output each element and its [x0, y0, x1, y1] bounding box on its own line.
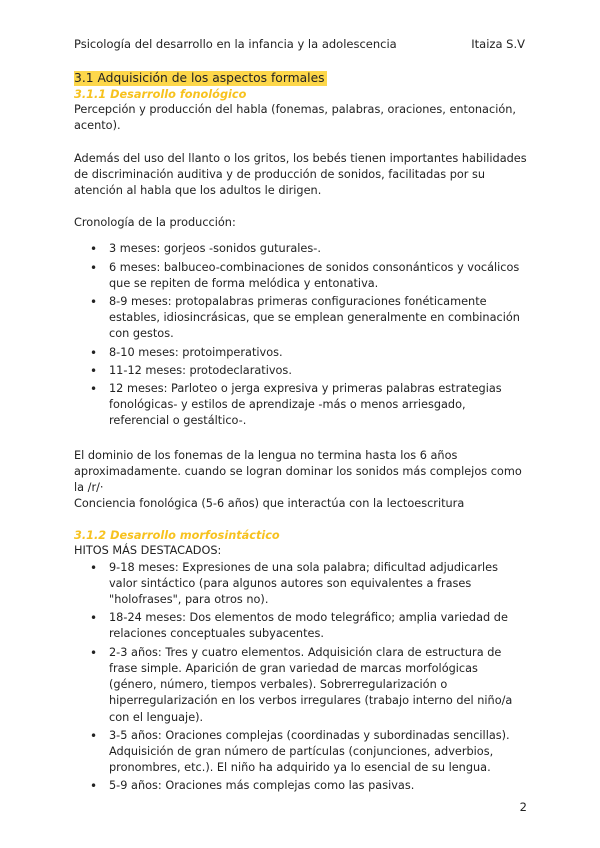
header-course-title: Psicología del desarrollo en la infancia y la adolescencia — [74, 37, 397, 51]
list-item: • 3-5 años: Oraciones complejas (coordinadas y subordinadas sencillas). Adquisición de gran número de partículas (conjunciones, adverbios, pronombres, etc.). El niño ha adquirido ya lo esencial de su lengua. — [74, 728, 529, 777]
list-item: • 8-10 meses: protoimperativos. — [74, 345, 529, 361]
list-item: • 8-9 meses: protopalabras primeras configuraciones fonéticamente estables, idiosincrásicas, que se emplean generalmente en combinación con gestos. — [74, 294, 529, 343]
section-title: 3.1 Adquisición de los aspectos formales — [74, 71, 325, 85]
list-item: • 9-18 meses: Expresiones de una sola palabra; dificultad adjudicarles valor sintáctico (para algunos autores son equivalentes a frases "holofrases", para otros no). — [74, 560, 529, 609]
main-content — [74, 70, 529, 797]
header-author: Itaiza S.V — [471, 37, 525, 51]
list-item: • 2-3 años: Tres y cuatro elementos. Adquisición clara de estructura de frase simple. Aparición de gran variedad de marcas morfológicas (género, número, tiempos verbales). Sobrerregularización o hiperregularización en los verbos irregulares (trabajo interno del niño/a con el lenguaje). — [74, 645, 529, 726]
list-item: • 3 meses: gorjeos -sonidos guturales-. — [74, 241, 529, 257]
paragraph-phonological-awareness: Conciencia fonológica (5-6 años) que interactúa con la lectoescritura — [74, 497, 465, 511]
list-milestones — [74, 560, 529, 795]
list-item: • 6 meses: balbuceo-combinaciones de sonidos consonánticos y vocálicos que se repiten de forma melódica y entonativa. — [74, 260, 529, 292]
paragraph-chronology-label: Cronología de la producción: — [74, 216, 236, 230]
subsection-title-phonological: 3.1.1 Desarrollo fonológico — [74, 88, 247, 102]
list-item: • 11-12 meses: protodeclarativos. — [74, 363, 529, 379]
page-number: 2 — [519, 800, 527, 814]
list-item: • 18-24 meses: Dos elementos de modo telegráfico; amplia variedad de relaciones conceptuales subyacentes. — [74, 610, 529, 642]
list-chronology — [74, 241, 529, 429]
list-item: • 12 meses: Parloteo o jerga expresiva y primeras palabras estrategias fonológicas- y estilos de aprendizaje -más o menos arriesgado, referencial o gestáltico-. — [74, 381, 529, 430]
paragraph-intro: Percepción y producción del habla (fonemas, palabras, oraciones, entonación, acento). — [74, 103, 516, 133]
paragraph-phoneme-mastery: El dominio de los fonemas de la lengua no termina hasta los 6 años aproximadamente. cuando se logran dominar los sonidos más complejos como la /r/· — [74, 448, 522, 495]
subsection-title-morphosyntactic: 3.1.2 Desarrollo morfosintáctico — [74, 529, 280, 543]
paragraph-milestones-label: HITOS MÁS DESTACADOS: — [74, 544, 222, 558]
paragraph-abilities: Además del uso del llanto o los gritos, los bebés tienen importantes habilidades de discriminación auditiva y de producción de sonidos, facilitadas por su atención al habla que los adultos le dirigen. — [74, 151, 527, 198]
list-item: • 5-9 años: Oraciones más complejas como las pasivas. — [74, 778, 529, 794]
